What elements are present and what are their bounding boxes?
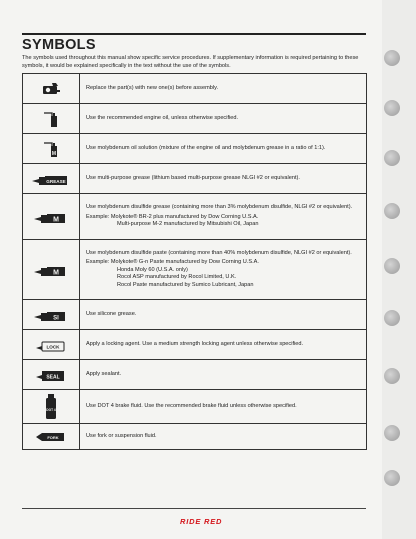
example-subline: Rocol ASP manufactured by Rocol Limited, U.K. bbox=[117, 274, 237, 281]
symbol-row bbox=[23, 104, 367, 134]
symbol-description: Use the recommended engine oil, unless otherwise specified. bbox=[86, 114, 239, 121]
binder-hole bbox=[384, 368, 400, 384]
moly-paste-icon-label: M bbox=[53, 269, 59, 276]
symbol-row bbox=[23, 390, 367, 424]
symbols-table bbox=[22, 73, 367, 450]
footer-brand: RIDE RED bbox=[180, 517, 223, 526]
symbol-row bbox=[23, 240, 367, 300]
intro-paragraph: The symbols used throughout this manual show specific service procedures. If supplementary information is required pertaining to these symbols, it would be explained specifically in the text without the use of the symbols. bbox=[22, 55, 359, 69]
silicone-grease-icon-label: SI bbox=[53, 314, 59, 321]
moly-grease-icon bbox=[33, 210, 69, 224]
symbol-description: Use molybdenum disulfide grease (containing more than 3% molybdenum disulfide, NLGI #2 or equivalent). bbox=[86, 204, 353, 211]
binder-hole bbox=[384, 425, 400, 441]
brake-fluid-icon bbox=[44, 394, 58, 420]
binder-hole bbox=[384, 310, 400, 326]
symbol-row bbox=[23, 164, 367, 194]
symbol-description: Apply a locking agent. Use a medium strength locking agent unless otherwise specified. bbox=[86, 340, 304, 347]
binder-hole bbox=[384, 150, 400, 166]
fork-fluid-icon-label: FORK bbox=[47, 434, 59, 440]
symbol-description: Use fork or suspension fluid. bbox=[86, 432, 157, 439]
fork-fluid-icon bbox=[34, 431, 68, 443]
binder-hole bbox=[384, 258, 400, 274]
sealant-icon-label: SEAL bbox=[46, 374, 60, 380]
symbol-row bbox=[23, 194, 367, 240]
svg-text:M: M bbox=[51, 150, 57, 157]
symbol-row bbox=[23, 300, 367, 330]
binder-hole bbox=[384, 470, 400, 486]
example-subline: Multi-purpose M-2 manufactured by Mitsubishi Oil, Japan bbox=[117, 221, 259, 228]
example-line: Example: Molykote® BR-2 plus manufactured by Dow Corning U.S.A. bbox=[86, 213, 259, 220]
binder-hole bbox=[384, 100, 400, 116]
example-subline: Rocol Paste manufactured by Sumico Lubricant, Japan bbox=[117, 281, 254, 288]
symbol-description: Use multi-purpose grease (lithium based multi-purpose grease NLGI #2 or equivalent). bbox=[86, 174, 300, 181]
top-rule bbox=[22, 33, 366, 35]
grease-icon-label: GREASE bbox=[46, 178, 66, 184]
binder-hole bbox=[384, 50, 400, 66]
symbol-description: Use silicone grease. bbox=[86, 310, 137, 317]
symbol-description: Apply sealant. bbox=[86, 370, 122, 377]
symbol-description: Use molybdenum oil solution (mixture of the engine oil and molybdenum grease in a ratio of 1:1). bbox=[86, 144, 326, 151]
example-subline: Honda Moly 60 (U.S.A. only) bbox=[117, 266, 188, 273]
moly-grease-icon-label: M bbox=[53, 216, 59, 223]
bottom-rule bbox=[22, 508, 366, 509]
symbol-row bbox=[23, 360, 367, 390]
symbol-row bbox=[23, 424, 367, 450]
symbol-row bbox=[23, 330, 367, 360]
silicone-grease-icon bbox=[33, 308, 69, 322]
locking-agent-icon-label: LOCK bbox=[46, 344, 60, 349]
symbol-description: Use molybdenum disulfide paste (containing more than 40% molybdenum disulfide, NLGI #2 or equivalent). bbox=[86, 249, 352, 256]
example-line: Example: Molykote® G-n Paste manufactured by Dow Corning U.S.A. bbox=[86, 259, 259, 266]
moly-oil-solution-icon bbox=[40, 139, 62, 159]
brake-fluid-icon-label: DOT 4 bbox=[46, 407, 56, 412]
locking-agent-icon bbox=[34, 338, 68, 352]
moly-paste-icon bbox=[33, 263, 69, 277]
binder-hole bbox=[384, 203, 400, 219]
symbol-description: Replace the part(s) with new one(s) before assembly. bbox=[86, 84, 219, 91]
symbol-description: Use DOT 4 brake fluid. Use the recommended brake fluid unless otherwise specified. bbox=[86, 402, 297, 409]
page-title: SYMBOLS bbox=[22, 37, 96, 53]
new-part-icon bbox=[40, 81, 62, 97]
symbol-row bbox=[23, 74, 367, 104]
symbol-row bbox=[23, 134, 367, 164]
grease-icon bbox=[31, 172, 71, 186]
sealant-icon bbox=[34, 367, 68, 383]
engine-oil-icon bbox=[40, 109, 62, 129]
